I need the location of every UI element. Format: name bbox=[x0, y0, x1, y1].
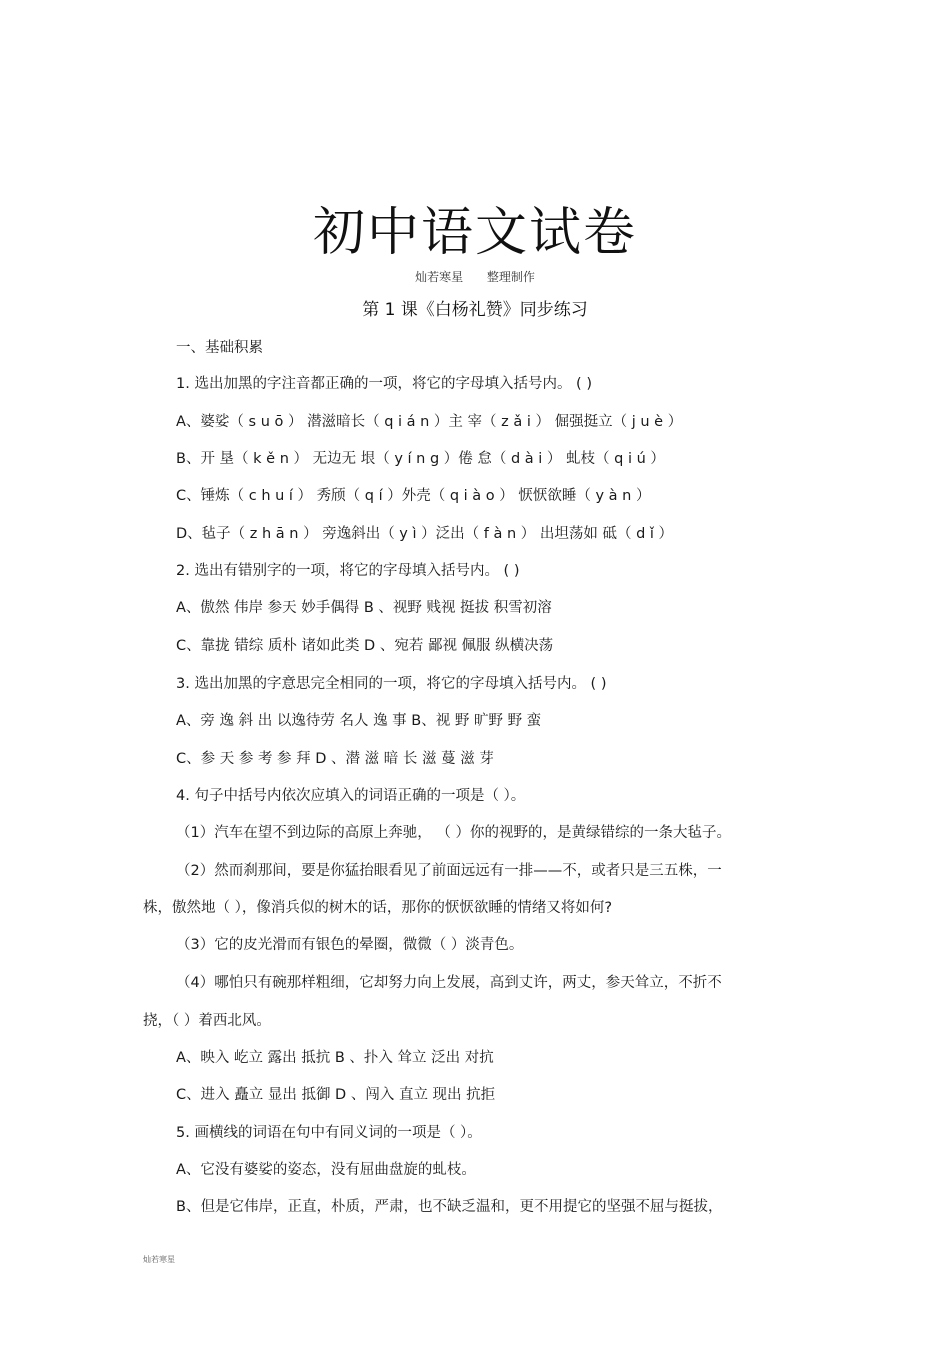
option-line: B、但是它伟岸，正直，朴质，严肃，也不缺乏温和，更不用提它的坚强不屈与挺拔， bbox=[176, 1199, 723, 1215]
subtitle-role: 整理制作 bbox=[486, 270, 535, 284]
sentence-2: （2）然而刹那间，要是你猛抬眼看见了前面远远有一排——不，或者只是三五株，一 bbox=[176, 863, 722, 879]
footer-watermark: 灿若寒星 bbox=[143, 1255, 175, 1264]
option-line: C、参 天 参 考 参 拜 D 、潜 滋 暗 长 滋 蔓 滋 芽 bbox=[176, 751, 494, 767]
option-line: C、靠拢 错综 质朴 诸如此类 D 、宛若 鄙视 佩服 纵横决荡 bbox=[176, 638, 554, 654]
option-line: A、婆娑（ s u ō ） 潜滋暗长（ q i á n ）主 宰（ z ǎ i ） 倔强挺立（ j u è ） bbox=[176, 414, 683, 430]
question-2: 2. 选出有错别字的一项，将它的字母填入括号内。 ( ) bbox=[176, 563, 520, 579]
option-line: A、旁 逸 斜 出 以逸待劳 名人 逸 事 B、视 野 旷野 野 蛮 bbox=[176, 713, 542, 729]
sentence-4-continued: 挠，（ ）着西北风。 bbox=[143, 1013, 271, 1029]
option-line: A、傲然 伟岸 参天 妙手偶得 B 、视野 贱视 挺拔 积雪初溶 bbox=[176, 600, 552, 616]
sentence-4: （4）哪怕只有碗那样粗细，它却努力向上发展，高到丈许，两丈，参天耸立，不折不 bbox=[176, 975, 722, 991]
option-line: D、毡子（ z h ā n ） 旁逸斜出（ y ì ）泛出（ f à n ） 出坦荡如 砥（ d ǐ ） bbox=[176, 526, 674, 542]
option-line: A、它没有婆娑的姿态，没有屈曲盘旋的虬枝。 bbox=[176, 1162, 476, 1178]
subtitle bbox=[0, 268, 950, 286]
option-line: B、开 垦（ k ě n ） 无边无 垠（ y í n g ）倦 怠（ d à i ） 虬枝（ q i ú ） bbox=[176, 451, 665, 467]
option-line: C、进入 矗立 显出 抵御 D 、闯入 直立 现出 抗拒 bbox=[176, 1087, 496, 1103]
sentence-1: （1）汽车在望不到边际的高原上奔驰， （ ）你的视野的，是黄绿错综的一条大毡子。 bbox=[176, 825, 731, 841]
sentence-3: （3）它的皮光滑而有银色的晕圈，微微（ ）淡青色。 bbox=[176, 937, 524, 953]
question-1: 1. 选出加黑的字注音都正确的一项，将它的字母填入括号内。 ( ) bbox=[176, 376, 592, 392]
section-heading: 一、基础积累 bbox=[176, 340, 263, 356]
sentence-2-continued: 株，傲然地（ ），像消兵似的树木的话，那你的恹恹欲睡的情绪又将如何? bbox=[143, 900, 613, 916]
subtitle-author: 灿若寒星 bbox=[415, 270, 464, 284]
option-line: A、映入 屹立 露出 抵抗 B 、扑入 耸立 泛出 对抗 bbox=[176, 1050, 494, 1066]
question-3: 3. 选出加黑的字意思完全相同的一项，将它的字母填入括号内。 ( ) bbox=[176, 676, 607, 692]
option-line: C、锤炼（ c h u í ） 秀颀（ q í ）外壳（ q i à o ） 恹恹欲睡（ y à n ） bbox=[176, 488, 651, 504]
question-4: 4. 句子中括号内依次应填入的词语正确的一项是（ ）。 bbox=[176, 788, 526, 804]
question-5: 5. 画横线的词语在句中有同义词的一项是（ ）。 bbox=[176, 1125, 482, 1141]
page-title: 初中语文试卷 bbox=[312, 203, 637, 263]
lesson-heading: 第 1 课《白杨礼赞》同步练习 bbox=[362, 300, 588, 320]
